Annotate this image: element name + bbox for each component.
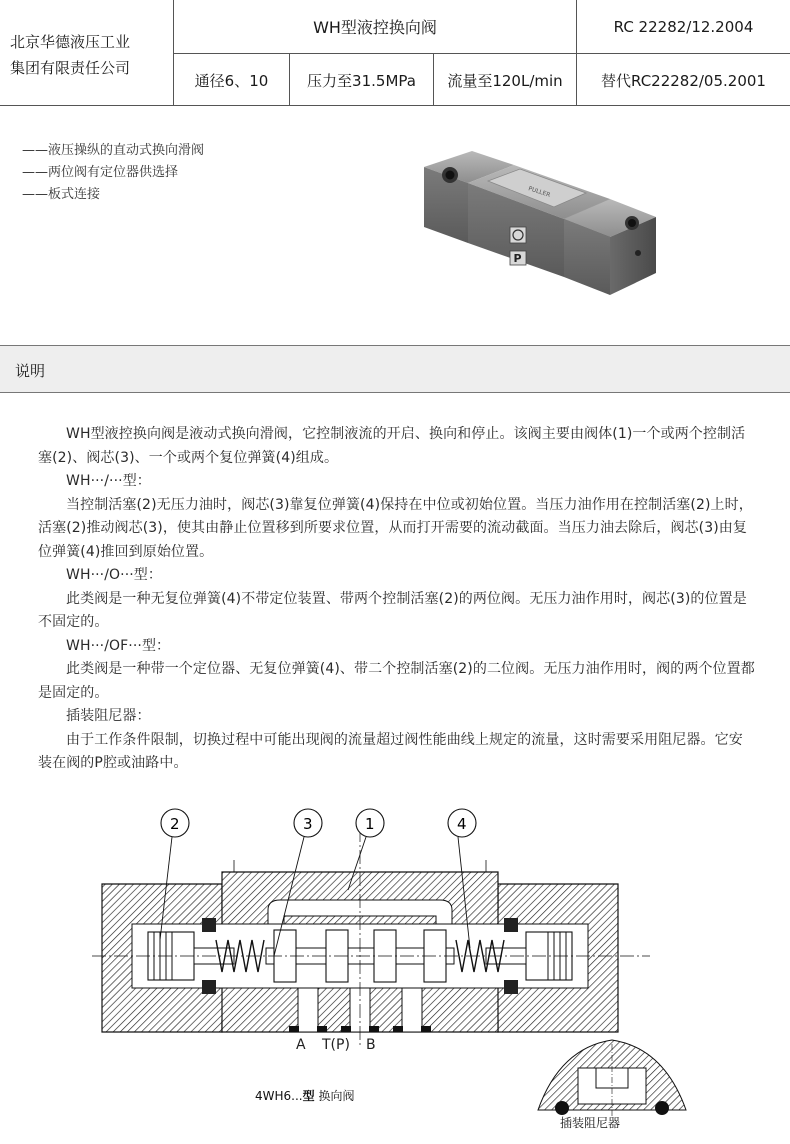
section-title: 说明 xyxy=(15,362,46,380)
max-pressure: 压力至31.5MPa xyxy=(307,71,416,90)
type1-paragraph: 当控制活塞(2)无压力油时，阀芯(3)靠复位弹簧(4)保持在中位或初始位置。当压力油作用在控制活塞(2)上时，活塞(2)推动阀芯(3)，使其由静止位置移到所要求位置，从而打开需要的流动截面。当压力油去除后，阀芯(3)由复位弹簧(4)推回到原始位置。 xyxy=(38,496,753,560)
damper-caption: 插装阻尼器 xyxy=(560,1116,621,1130)
feature-item: ——板式连接 xyxy=(22,187,101,202)
damper-diagram xyxy=(532,1030,692,1120)
intro-paragraph: WH型液控换向阀是液动式换向滑阀，它控制液流的开启、换向和停止。该阀主要由阀体(1)一个或两个控制活塞(2)、阀芯(3)、一个或两个复位弹簧(4)组成。 xyxy=(38,426,746,466)
valve-section-diagram xyxy=(90,800,690,1050)
diagram-caption-name: 换向阀 xyxy=(314,1089,355,1103)
description-text xyxy=(38,423,756,776)
company-name xyxy=(0,20,173,90)
type3-paragraph: 此类阀是一种带一个定位器、无复位弹簧(4)、带二个控制活塞(2)的二位阀。无压力油作用时，阀的两个位置都是固定的。 xyxy=(38,661,755,701)
type3-heading: WH···/OF···型： xyxy=(66,637,171,654)
port-tp-label: T(P) xyxy=(322,1037,350,1053)
port-b-label: B xyxy=(366,1037,376,1053)
nominal-size: 通径6、10 xyxy=(194,71,269,90)
feature-item: ——液压操纵的直动式换向滑阀 xyxy=(22,143,205,158)
callout-2: 2 xyxy=(170,815,180,833)
doc-title: WH型液控换向阀 xyxy=(313,18,437,37)
port-letter-badge: P xyxy=(513,252,522,265)
standard-number: RC 22282/12.2004 xyxy=(613,17,754,36)
port-a-label: A xyxy=(296,1037,306,1053)
callout-4: 4 xyxy=(457,815,467,833)
diagram-caption-model: 4WH6... xyxy=(255,1089,303,1103)
diagram-caption xyxy=(255,1087,354,1104)
company-line-2: 集团有限责任公司 xyxy=(10,59,131,77)
diagram-caption-type: 型 xyxy=(302,1089,315,1103)
type2-paragraph: 此类阀是一种无复位弹簧(4)不带定位装置、带两个控制活塞(2)的两位阀。无压力油作用时，阀芯(3)的位置是不固定的。 xyxy=(38,590,747,630)
feature-list xyxy=(22,140,204,206)
damper-heading: 插装阻尼器： xyxy=(66,708,151,724)
type2-heading: WH···/O···型： xyxy=(66,567,163,583)
callout-3: 3 xyxy=(303,815,313,833)
callout-1: 1 xyxy=(365,815,375,833)
replaces-standard: 替代RC22282/05.2001 xyxy=(601,71,766,90)
section-band xyxy=(0,345,790,393)
nameplate-label: PULLER xyxy=(527,185,552,199)
damper-paragraph: 由于工作条件限制，切换过程中可能出现阀的流量超过阀性能曲线上规定的流量，这时需要采用阻尼器。它安装在阀的P腔或油路中。 xyxy=(38,731,743,771)
max-flow: 流量至120L/min xyxy=(447,71,563,90)
product-photo xyxy=(410,145,670,300)
company-line-1: 北京华德液压工业 xyxy=(10,33,131,51)
type1-heading: WH···/···型： xyxy=(66,473,151,489)
header-table xyxy=(0,0,790,106)
feature-item: ——两位阀有定位器供选择 xyxy=(22,165,179,180)
